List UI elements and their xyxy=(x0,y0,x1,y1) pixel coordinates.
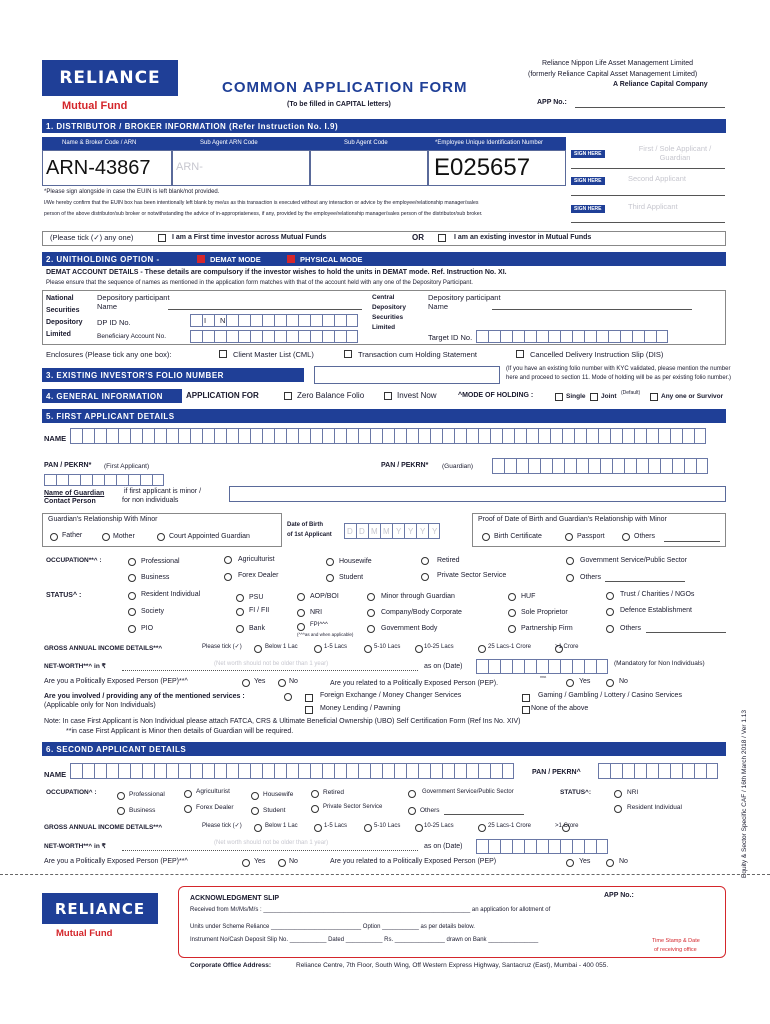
target-id-label: Target ID No. xyxy=(428,333,473,342)
money-label: Money Lending / Pawning xyxy=(320,705,401,712)
s6-income-25-label: 25 Lacs-1 Crore xyxy=(488,823,532,829)
status-nri-label: NRI xyxy=(310,609,323,616)
joint-default: (Default) xyxy=(621,390,641,396)
networth-ason: as on (Date) xyxy=(424,663,463,670)
status-fpi-note: (^^^as and when applicable) xyxy=(297,632,354,637)
gaming-label: Gaming / Gambling / Lottery / Casino Services xyxy=(538,692,682,699)
dob-m1: M xyxy=(371,527,378,536)
physical-checkbox[interactable] xyxy=(287,255,295,263)
income-below1-radio[interactable] xyxy=(254,645,262,653)
section-1-header: 1. DISTRIBUTOR / BROKER INFORMATION (Refer Instruction No. I.9) xyxy=(42,119,726,133)
networth-mandatory: (Mandatory for Non Individuals) xyxy=(614,660,705,667)
sign-line-1 xyxy=(571,168,725,169)
status-huf-label: HUF xyxy=(521,593,536,600)
s6-occ-agri-label: Agriculturist xyxy=(196,788,230,795)
pep-label: Are you a Politically Exposed Person (PEP)**^ xyxy=(44,678,188,685)
status-nri-radio[interactable] xyxy=(297,609,305,617)
status-govt-label: Government Body xyxy=(381,625,438,632)
occ-business-label: Business xyxy=(141,574,170,581)
s6-income-5-10-label: 5-10 Lacs xyxy=(374,823,401,829)
pep-rel-no-radio[interactable] xyxy=(606,679,614,687)
s6-occ-business-radio[interactable] xyxy=(117,807,125,815)
passport-label: Passport xyxy=(577,533,605,540)
company-group: A Reliance Capital Company xyxy=(613,81,708,88)
occ-housewife-label: Housewife xyxy=(339,558,372,565)
euin-value: E025657 xyxy=(434,154,531,181)
s6-pep-label: Are you a Politically Exposed Person (PEP)**^ xyxy=(44,858,188,865)
services-indicator xyxy=(284,693,292,701)
joint-label: Joint xyxy=(601,393,617,400)
s6-pep-yes-label: Yes xyxy=(254,858,266,865)
occ-others-radio[interactable] xyxy=(566,574,574,582)
income-25-radio[interactable] xyxy=(478,645,486,653)
occ-housewife-radio[interactable] xyxy=(326,558,334,566)
occ-business-radio[interactable] xyxy=(128,574,136,582)
mode-of-holding-label: ^MODE OF HOLDING : xyxy=(458,392,534,399)
section-4-header: 4. GENERAL INFORMATION xyxy=(42,389,182,403)
s6-name-label: NAME xyxy=(44,770,67,779)
euin-note-2: I/We hereby confirm that the EUIN box has been intentionally left blank by me/us as this transaction is executed without any interaction or advice by the employee/relationship manager/sales xyxy=(44,200,479,206)
status-defence-label: Defence Establishment xyxy=(620,607,692,614)
occ-professional-radio[interactable] xyxy=(128,558,136,566)
zero-balance-checkbox[interactable] xyxy=(284,392,292,400)
section-3-header: 3. EXISTING INVESTOR'S FOLIO NUMBER xyxy=(42,368,304,382)
status-bank-label: Bank xyxy=(249,625,265,632)
occ-govt-radio[interactable] xyxy=(566,557,574,565)
money-checkbox[interactable] xyxy=(305,706,313,714)
sign-here-3: SIGN HERE xyxy=(571,205,605,213)
income-10-25-radio[interactable] xyxy=(415,645,423,653)
target-id-cells[interactable] xyxy=(476,330,668,343)
proof-label: Proof of Date of Birth and Guardian's Relationship with Minor xyxy=(478,516,667,523)
ack-units: Units under Scheme Reliance ___________________________ Option ___________ as per details below. xyxy=(190,924,475,930)
s6-income-10-25-label: 10-25 Lacs xyxy=(424,823,454,829)
status-sole-radio[interactable] xyxy=(508,609,516,617)
s6-occ-business-label: Business xyxy=(129,807,156,814)
networth-line[interactable] xyxy=(122,670,418,671)
s6-occ-professional-label: Professional xyxy=(129,791,165,798)
section-6-header: 6. SECOND APPLICANT DETAILS xyxy=(42,742,726,756)
occ-private-label: Private Sector Service xyxy=(437,572,507,579)
s6-occ-student-label: Student xyxy=(263,807,286,814)
cdsl-label: Central Depository Securities Limited xyxy=(372,294,406,331)
dp-id-i: I xyxy=(204,316,207,325)
section-5-header: 5. FIRST APPLICANT DETAILS xyxy=(42,409,726,423)
status-society-label: Society xyxy=(141,608,164,615)
dp-id-label: DP ID No. xyxy=(97,318,131,327)
proof-others-radio[interactable] xyxy=(622,533,630,541)
ack-stamp-2: of receiving office xyxy=(654,947,697,953)
status-pio-radio[interactable] xyxy=(128,625,136,633)
pep-yes-radio[interactable] xyxy=(242,679,250,687)
s6-networth-label: NET-WORTH**^ in ₹ xyxy=(44,843,106,850)
status-label: STATUS^ : xyxy=(46,592,82,599)
single-label: Single xyxy=(566,393,586,400)
or-label: OR xyxy=(412,233,424,242)
occ-retired-radio[interactable] xyxy=(421,557,429,565)
s6-occ-others-label: Others xyxy=(420,807,440,814)
s6-income-below1-radio[interactable] xyxy=(254,824,262,832)
s6-networth-line[interactable] xyxy=(122,850,418,851)
pep-rel-no-label: No xyxy=(619,678,628,685)
note-fatca: Note: In case First Applicant is Non Individual please attach FATCA, CRS & Ultimate Beneficial Ownership (UBO) Self Certification Form (Ref Ins No. XIV) xyxy=(44,718,521,725)
ack-received: Received from Mr/Ms/M/s : ______________________________________________________________ an application for allotment of xyxy=(190,907,551,913)
s6-occupation-label: OCCUPATION^ : xyxy=(46,789,97,796)
beneficiary-cells[interactable] xyxy=(190,330,358,343)
s6-pan-label: PAN / PEKRN^ xyxy=(532,769,581,776)
sub-agent-code-label: Sub Agent Code xyxy=(344,140,388,146)
note-guardian: **in case First Applicant is Minor then details of Guardian will be required. xyxy=(66,728,294,735)
app-for-label: APPLICATION FOR xyxy=(186,391,259,400)
s6-status-resident-radio[interactable] xyxy=(614,805,622,813)
income-below1-label: Below 1 Lac xyxy=(265,644,298,650)
income-1-5-label: 1-5 Lacs xyxy=(324,644,348,650)
euin-note-1: *Please sign alongside in case the EUIN is left blank/not provided. xyxy=(44,189,220,195)
dis-label: Cancelled Delivery Instruction Slip (DIS) xyxy=(530,350,664,359)
s6-pan-cells[interactable] xyxy=(598,763,718,779)
forex-svc-checkbox[interactable] xyxy=(305,694,313,702)
any-one-label: Any one or Survivor xyxy=(661,393,724,400)
ack-reliance-logo: RELIANCE xyxy=(42,893,158,924)
s6-occ-forex-label: Forex Dealer xyxy=(196,804,234,811)
pep-no-radio[interactable] xyxy=(278,679,286,687)
none-label: None of the above xyxy=(531,705,589,712)
s6-pep-rel-yes-label: Yes xyxy=(579,858,591,865)
occupation-label: OCCUPATION**^ : xyxy=(46,557,102,564)
occ-forex-label: Forex Dealer xyxy=(238,572,279,579)
name-cells[interactable] xyxy=(70,428,706,444)
corporate-label: Corporate Office Address: xyxy=(190,962,272,969)
sign-hint-second: Second Applicant xyxy=(628,174,686,183)
pan-guardian-note: (Guardian) xyxy=(442,463,474,470)
s6-status-resident-label: Resident Individual xyxy=(627,804,682,811)
passport-radio[interactable] xyxy=(565,533,573,541)
s6-occ-housewife-label: Housewife xyxy=(263,791,294,798)
s6-occ-forex-radio[interactable] xyxy=(184,805,192,813)
occ-professional-label: Professional xyxy=(141,558,180,565)
euin-note-3: person of the above distributor/sub broker or notwithstanding the advice of in-appropriateness, if any, provided by the employee/relationship manager/sales person of the distributor/sub broker. xyxy=(44,211,483,217)
any-one-checkbox[interactable] xyxy=(650,393,658,401)
s6-networth-ason: as on (Date) xyxy=(424,843,463,850)
dob-label-1: Date of Birth xyxy=(287,522,323,528)
proof-others-line[interactable] xyxy=(664,541,720,542)
dis-checkbox[interactable] xyxy=(516,350,524,358)
status-fii-label: FI / FII xyxy=(249,607,270,614)
ack-instrument: Instrument No/Cash Deposit Slip No. ___________ Dated ___________ Rs. _______________ drawn on Bank _______________ xyxy=(190,937,539,943)
sub-agent-code-field[interactable] xyxy=(310,150,428,186)
status-fpi-radio[interactable] xyxy=(297,623,305,631)
cut-line xyxy=(0,874,770,875)
status-aop-label: AOP/BOI xyxy=(310,593,339,600)
existing-checkbox[interactable] xyxy=(438,234,446,242)
company-former: (formerly Reliance Capital Asset Management Limited) xyxy=(528,71,698,78)
ack-title: ACKNOWLEDGMENT SLIP xyxy=(190,895,280,902)
father-label: Father xyxy=(62,532,83,539)
physical-label: PHYSICAL MODE xyxy=(300,255,363,264)
s6-occ-retired-label: Retired xyxy=(323,789,344,796)
pan-guardian-label: PAN / PEKRN* xyxy=(381,462,429,469)
side-version-text: Equity & Sector Specific CAF / 16th March 2018 / Ver 1.13 xyxy=(741,709,748,878)
pep-no-label: No xyxy=(289,678,298,685)
pep-rel-mark: **^ xyxy=(540,676,547,682)
beneficiary-label: Beneficiary Account No. xyxy=(97,333,167,340)
occ-student-radio[interactable] xyxy=(326,574,334,582)
status-partnership-radio[interactable] xyxy=(508,625,516,633)
single-checkbox[interactable] xyxy=(555,393,563,401)
occ-others-label: Others xyxy=(580,574,602,581)
status-minor-label: Minor through Guardian xyxy=(381,593,455,600)
s6-pep-rel-yes-radio[interactable] xyxy=(566,859,574,867)
status-govt-radio[interactable] xyxy=(367,625,375,633)
dob-y3: Y xyxy=(420,527,426,536)
section-2-header: 2. UNITHOLDING OPTION - xyxy=(42,252,726,266)
guardian-note-2: for non individuals xyxy=(122,497,179,504)
sub-agent-arn-label: Sub Agent ARN Code xyxy=(200,140,258,146)
s6-occ-others-radio[interactable] xyxy=(408,807,416,815)
demat-title: DEMAT ACCOUNT DETAILS - These details are compulsory if the investor wishes to hold the units in DEMAT mode. Ref. Instruction No. XI. xyxy=(46,269,507,276)
s6-income-25-radio[interactable] xyxy=(478,824,486,832)
existing-label: I am an existing investor in Mutual Funds xyxy=(454,234,592,241)
dob-y1: Y xyxy=(396,527,402,536)
ack-app-no: APP No.: xyxy=(604,892,634,899)
birth-cert-label: Birth Certificate xyxy=(494,533,542,540)
status-resident-radio[interactable] xyxy=(128,592,136,600)
nsdl-label: National Securities Depository Limited xyxy=(46,295,83,338)
dob-y2: Y xyxy=(408,527,414,536)
s6-income-5-10-radio[interactable] xyxy=(364,824,372,832)
first-time-checkbox[interactable] xyxy=(158,234,166,242)
demat-note: Please ensure that the sequence of names as mentioned in the application form matches with that of the account held with any one of the Depository Participant. xyxy=(46,280,473,286)
s6-income-label: GROSS ANNUAL INCOME DETAILS**^ xyxy=(44,824,163,831)
s6-status-nri-radio[interactable] xyxy=(614,790,622,798)
arn-hint: ARN- xyxy=(176,161,203,173)
app-no-line xyxy=(575,107,725,108)
s6-occ-private-radio[interactable] xyxy=(311,805,319,813)
s6-pep-rel-label: Are you related to a Politically Exposed Person (PEP) xyxy=(330,858,497,865)
pan-label: PAN / PEKRN* xyxy=(44,462,92,469)
pep-yes-label: Yes xyxy=(254,678,266,685)
cdsl-dp-label: Depository participant Name xyxy=(428,293,501,311)
occ-private-radio[interactable] xyxy=(421,573,429,581)
status-fpi-label: FPI^^^ xyxy=(310,622,328,628)
father-radio[interactable] xyxy=(50,533,58,541)
guardian-name-input[interactable] xyxy=(229,486,726,502)
s6-occ-agri-radio[interactable] xyxy=(184,790,192,798)
income-5-10-label: 5-10 Lacs xyxy=(374,644,401,650)
status-defence-radio[interactable] xyxy=(606,608,614,616)
broker-col-label: Name & Broker Code / ARN xyxy=(62,140,137,146)
status-fii-radio[interactable] xyxy=(236,608,244,616)
txn-label: Transaction cum Holding Statement xyxy=(358,350,477,359)
sign-here-2: SIGN HERE xyxy=(571,177,605,185)
status-aop-radio[interactable] xyxy=(297,593,305,601)
status-trust-label: Trust / Charities / NGOs xyxy=(620,591,695,598)
income-tick: Please tick (✓) xyxy=(202,644,242,650)
status-huf-radio[interactable] xyxy=(508,593,516,601)
mutual-fund-label: Mutual Fund xyxy=(62,100,128,112)
s6-pep-no-label: No xyxy=(289,858,298,865)
euin-label: *Employee Unique Identification Number xyxy=(435,140,544,146)
s6-income-below1-label: Below 1 Lac xyxy=(265,823,298,829)
s6-occ-private-label: Private Sector Service xyxy=(323,804,383,810)
mother-label: Mother xyxy=(113,533,135,540)
arn-value: ARN-43867 xyxy=(46,157,151,179)
dob-y4: Y xyxy=(432,527,438,536)
status-bank-radio[interactable] xyxy=(236,625,244,633)
dp-id-cells[interactable] xyxy=(190,314,358,327)
s6-income-10-25-radio[interactable] xyxy=(415,824,423,832)
occ-student-label: Student xyxy=(339,574,364,581)
txn-checkbox[interactable] xyxy=(344,350,352,358)
s6-occ-housewife-radio[interactable] xyxy=(251,792,259,800)
guardian-label-2: Contact Person xyxy=(44,498,96,505)
income-cr-label: >1 Crore xyxy=(555,644,579,650)
s6-income-1-5-radio[interactable] xyxy=(314,824,322,832)
guardian-note-1: if first applicant is minor / xyxy=(124,488,202,495)
sign-hint-first: First / Sole Applicant / Guardian xyxy=(638,144,712,162)
dp-name-label: Depository participant Name xyxy=(97,293,170,311)
app-no-label: APP No.: xyxy=(537,99,567,106)
pan-first-note: (First Applicant) xyxy=(104,463,150,470)
status-pio-label: PIO xyxy=(141,625,154,632)
dob-d2: D xyxy=(359,527,365,536)
s6-pep-rel-no-label: No xyxy=(619,858,628,865)
guardian-rel-label: Guardian's Relationship With Minor xyxy=(48,516,158,523)
sign-line-3 xyxy=(571,222,725,223)
s6-income-cr-label: >1 Crore xyxy=(555,823,579,829)
birth-cert-radio[interactable] xyxy=(482,533,490,541)
zero-balance-label: Zero Balance Folio xyxy=(297,391,365,400)
networth-hint: (Net worth should not be older than 1 year) xyxy=(214,661,329,667)
dob-d1: D xyxy=(347,527,353,536)
s6-income-tick: Please tick (✓) xyxy=(202,823,242,829)
pan-first-cells[interactable] xyxy=(44,474,164,486)
proof-others-label: Others xyxy=(634,533,656,540)
status-psu-radio[interactable] xyxy=(236,594,244,602)
sign-hint-third: Third Applicant xyxy=(628,202,678,211)
status-society-radio[interactable] xyxy=(128,608,136,616)
guardian-label-1: Name of Guardian xyxy=(44,490,105,497)
mother-radio[interactable] xyxy=(102,533,110,541)
dp-name-line[interactable] xyxy=(168,309,362,310)
networth-label: NET-WORTH**^ in ₹ xyxy=(44,663,106,670)
services-note: (Applicable only for Non Individuals) xyxy=(44,702,156,709)
forex-svc-label: Foreign Exchange / Money Changer Services xyxy=(320,692,462,699)
corporate-address: Reliance Centre, 7th Floor, South Wing, Off Western Express Highway, Santacruz (East), Mumbai - 400 055. xyxy=(296,962,609,969)
court-label: Court Appointed Guardian xyxy=(169,533,250,540)
s6-occ-retired-radio[interactable] xyxy=(311,790,319,798)
s6-networth-hint: (Net worth should not be older than 1 year) xyxy=(214,840,329,846)
s6-occ-govt-radio[interactable] xyxy=(408,790,416,798)
s6-status-label: STATUS^: xyxy=(560,789,591,796)
sign-line-2 xyxy=(571,195,725,196)
pep-rel-yes-radio[interactable] xyxy=(566,679,574,687)
cml-label: Client Master List (CML) xyxy=(233,350,314,359)
status-resident-label: Resident Individual xyxy=(141,591,201,598)
cml-checkbox[interactable] xyxy=(219,350,227,358)
demat-label: DEMAT MODE xyxy=(210,255,261,264)
invest-now-checkbox[interactable] xyxy=(384,392,392,400)
s6-occ-govt-label: Government Service/Public Sector xyxy=(422,789,514,795)
folio-note-1: (If you have an existing folio number with KYC validated, please mention the number xyxy=(506,366,731,372)
status-minor-radio[interactable] xyxy=(367,593,375,601)
demat-checkbox[interactable] xyxy=(197,255,205,263)
tick-note: (Please tick (✓) any one) xyxy=(50,233,134,242)
s6-occ-professional-radio[interactable] xyxy=(117,792,125,800)
folio-note-2: here and proceed to section 11. Mode of holding will be as per existing folio number.) xyxy=(506,375,732,381)
ack-stamp-1: Time Stamp & Date xyxy=(652,938,700,944)
pan-guardian-cells[interactable] xyxy=(492,458,708,474)
status-company-radio[interactable] xyxy=(367,609,375,617)
status-psu-label: PSU xyxy=(249,594,264,601)
dob-label-2: of 1st Applicant xyxy=(287,532,332,538)
sign-here-1: SIGN HERE xyxy=(571,150,605,158)
gaming-checkbox[interactable] xyxy=(522,694,530,702)
s6-name-cells[interactable] xyxy=(70,763,514,779)
investor-type-row xyxy=(42,231,726,246)
occ-others-line[interactable] xyxy=(605,581,685,582)
pep-rel-yes-label: Yes xyxy=(579,678,591,685)
income-5-10-radio[interactable] xyxy=(364,645,372,653)
reliance-logo: RELIANCE xyxy=(42,60,178,96)
none-checkbox[interactable] xyxy=(522,706,530,714)
company-name: Reliance Nippon Life Asset Management Limited xyxy=(542,60,693,67)
occ-agri-radio[interactable] xyxy=(224,556,232,564)
income-1-5-radio[interactable] xyxy=(314,645,322,653)
status-others-line[interactable] xyxy=(646,632,726,633)
status-others-radio[interactable] xyxy=(606,625,614,633)
income-25-label: 25 Lacs-1 Crore xyxy=(488,644,532,650)
first-time-label: I am a First time investor across Mutual Funds xyxy=(172,234,327,241)
s6-networth-date-cells[interactable] xyxy=(476,839,608,854)
status-sole-label: Sole Proprietor xyxy=(521,609,568,616)
ack-mutual-fund: Mutual Fund xyxy=(56,928,113,939)
pep-rel-label: Are you related to a Politically Exposed Person (PEP). xyxy=(330,680,499,687)
services-label: Are you involved / providing any of the mentioned services : xyxy=(44,693,245,700)
occ-agri-label: Agriculturist xyxy=(238,556,275,563)
status-others-label: Others xyxy=(620,625,642,632)
form-title: COMMON APPLICATION FORM xyxy=(222,79,468,96)
enclosures-label: Enclosures (Please tick any one box): xyxy=(46,350,172,359)
dp-id-n: N xyxy=(220,316,226,325)
occ-forex-radio[interactable] xyxy=(224,573,232,581)
income-10-25-label: 10-25 Lacs xyxy=(424,644,454,650)
s6-occ-others-line[interactable] xyxy=(444,814,524,815)
networth-date-cells[interactable] xyxy=(476,659,608,674)
status-company-label: Company/Body Corporate xyxy=(381,609,462,616)
s6-pep-yes-radio[interactable] xyxy=(242,859,250,867)
s6-pep-rel-no-radio[interactable] xyxy=(606,859,614,867)
name-label: NAME xyxy=(44,434,67,443)
cdsl-dp-line[interactable] xyxy=(492,309,692,310)
s6-income-1-5-label: 1-5 Lacs xyxy=(324,823,348,829)
s6-pep-no-radio[interactable] xyxy=(278,859,286,867)
invest-now-label: Invest Now xyxy=(397,391,437,400)
occ-govt-label: Government Service/Public Sector xyxy=(580,557,687,564)
form-subtitle: (To be filled in CAPITAL letters) xyxy=(287,101,391,108)
court-radio[interactable] xyxy=(157,533,165,541)
status-partnership-label: Partnership Firm xyxy=(521,625,573,632)
folio-input[interactable] xyxy=(314,366,500,384)
dob-m2: M xyxy=(383,527,390,536)
occ-retired-label: Retired xyxy=(437,557,460,564)
income-label: GROSS ANNUAL INCOME DETAILS**^ xyxy=(44,645,163,652)
status-trust-radio[interactable] xyxy=(606,592,614,600)
s6-status-nri-label: NRI xyxy=(627,789,639,796)
joint-checkbox[interactable] xyxy=(590,393,598,401)
s6-occ-student-radio[interactable] xyxy=(251,807,259,815)
